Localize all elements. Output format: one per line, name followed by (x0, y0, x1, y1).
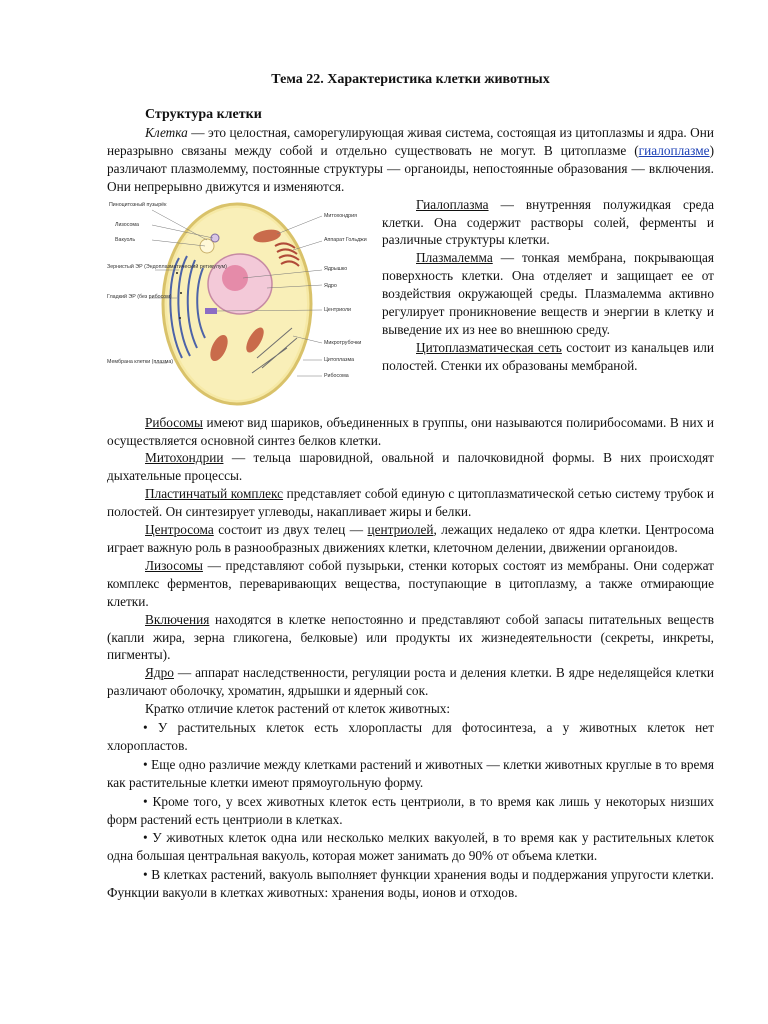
body-paragraph (107, 521, 714, 557)
label-cell-membrane: Мембрана клетки (плазма) (107, 358, 174, 365)
paragraph-text: — представляют собой пузырьки, стенки которых состоят из мембраны. Они содержат комплекс ферментов, переваривающих вещества, поступающие в цитоплазму, а также отмирающие клетки. (107, 557, 714, 609)
paragraph-term: Ядро (145, 665, 174, 681)
differences-intro: Кратко отличие клеток растений от клеток животных: (145, 701, 451, 717)
side-text: состоит из канальцев или полостей. Стенки их образованы мембраной. (382, 339, 714, 373)
body-paragraph (107, 557, 714, 611)
figure-row (107, 196, 714, 414)
bullet-item: • У животных клеток одна или несколько мелких вакуолей, в то время как у растительных клеток одна большая центральная вакуоль, которая может занимать до 90% от объема клетки. (107, 830, 714, 864)
side-paragraph (382, 249, 714, 339)
intro-paragraph (107, 124, 714, 196)
intro-text-1: — это целостная, саморегулирующая живая система, состоящая из цитоплазмы и ядра. Они неразрывно связаны между собой и отдельно существовать не могут. В цитоплазме ( (107, 125, 714, 158)
side-paragraph (382, 196, 714, 250)
paragraph-term: Лизосомы (145, 557, 203, 573)
side-term: Гиалоплазма (416, 196, 489, 212)
body-paragraph (107, 611, 714, 665)
bullet-item: • Кроме того, у всех животных клеток есть центриоли, в то время как лишь у некоторых низших форм растений есть центриоли в клетках. (107, 793, 714, 827)
paragraph-text: — аппарат наследственности, регуляции роста и деления клетки. В ядре неделящейся клетки различают оболочку, хроматин, ядрышки и ядерный сок. (107, 665, 714, 699)
body-paragraph (107, 664, 714, 700)
paragraph-term-2: центриолей (367, 522, 434, 538)
label-microtubules: Микротрубочки (324, 339, 362, 346)
side-text: — внутренняя полужидкая среда клетки. Она содержит растворы солей, ферменты и различные структуры клетки. (382, 196, 714, 248)
label-centrioles: Центриоли (324, 306, 351, 313)
intro-text-2: ) различают плазмолемму, постоянные структуры — органоиды, непостоянные образования — включения. Они непрерывно движутся и изменяются. (107, 142, 714, 194)
label-golgi: Аппарат Гольджи (324, 236, 367, 243)
bullet-item: • У растительных клеток есть хлоропласты для фотосинтеза, а у животных клеток нет хлоропластов. (107, 720, 714, 753)
paragraph-term: Включения (145, 611, 210, 627)
paragraph-text-2: , лежащих недалеко от ядра клетки. Центросома играет важную роль в разнообразных движениях клетки, клеточном делении, движении органоидов. (107, 522, 714, 555)
paragraph-text: представляет собой единую с цитоплазматической сетью систему трубок и полостей. Он синтезирует углеводы, накапливает жиры и белки. (107, 486, 714, 520)
paragraph-text: находятся в клетке непостоянно и представляют собой запасы питательных веществ (капли жира, зерна гликогена, белковые) или продукты их жизнедеятельности (секреты, инкреты, пигменты). (107, 611, 714, 663)
document-page (107, 72, 714, 902)
paragraph-text: состоит из двух телец — (213, 522, 368, 538)
paragraph-term: Митохондрии (145, 450, 224, 466)
body-paragraph (107, 449, 714, 485)
paragraph-term: Центросома (145, 522, 214, 538)
label-smooth-er: Гладкий ЭР (без рибосом) (107, 293, 172, 300)
section-subtitle: Структура клетки (145, 107, 262, 122)
paragraph-term: Рибосомы (145, 414, 203, 430)
label-vacuole: Вакуоль (115, 236, 136, 243)
paragraph-text: — тельца шаровидной, овальной и палочковидной формы. В них происходят дыхательные процессы. (107, 450, 714, 484)
side-term: Плазмалемма (416, 250, 493, 266)
side-paragraph (382, 339, 714, 375)
paragraph-text: имеют вид шариков, объединенных в группы, они называются полирибосомами. В них и осуществляется основной синтез белков клетки. (107, 414, 714, 448)
cell-diagram-svg (107, 198, 377, 408)
bullet-item: • Еще одно различие между клетками растений и животных — клетки животных круглые в то время как растительные клетки имеют прямоугольную форму. (107, 756, 714, 790)
label-rough-er: Зернистый ЭР (Эндоплазматический ретикулум) (107, 263, 227, 270)
centriole (205, 308, 217, 314)
label-nucleus: Ядро (324, 282, 337, 289)
animal-cell-diagram (107, 198, 377, 408)
label-mitochondrion: Митохондрия (324, 212, 357, 219)
figure-side-text (382, 196, 714, 375)
paragraph-term: Пластинчатый комплекс (145, 486, 284, 502)
intro-term: Клетка (145, 125, 188, 140)
label-pinocytic-vesicle: Пиноцитозный пузырёк (109, 201, 167, 208)
label-cytoplasm: Цитоплазма (324, 356, 355, 363)
hyaloplasm-link[interactable]: гиалоплазме (638, 142, 710, 158)
body-paragraph (107, 414, 714, 450)
bullet-item: • В клетках растений, вакуоль выполняет функции хранения воды и поддержания упругости клетки. Функции вакуоли в клетках животных: хранения воды, ионов и отходов. (107, 867, 714, 901)
label-nucleolus: Ядрышко (324, 265, 348, 272)
side-term: Цитоплазматическая сеть (416, 339, 562, 355)
label-lysosome: Лизосома (115, 221, 139, 228)
side-text: — тонкая мембрана, покрывающая поверхность клетки. Она отделяет и защищает ее от воздействия окружающей среды. Плазмалемма активно регулирует проникновение веществ и энергии в клетку и выведение их из нее во внешнюю среду. (382, 250, 714, 337)
body-paragraph (107, 485, 714, 521)
label-ribosome: Рибосома (324, 372, 349, 379)
page-title: Тема 22. Характеристика клетки животных (271, 72, 550, 87)
